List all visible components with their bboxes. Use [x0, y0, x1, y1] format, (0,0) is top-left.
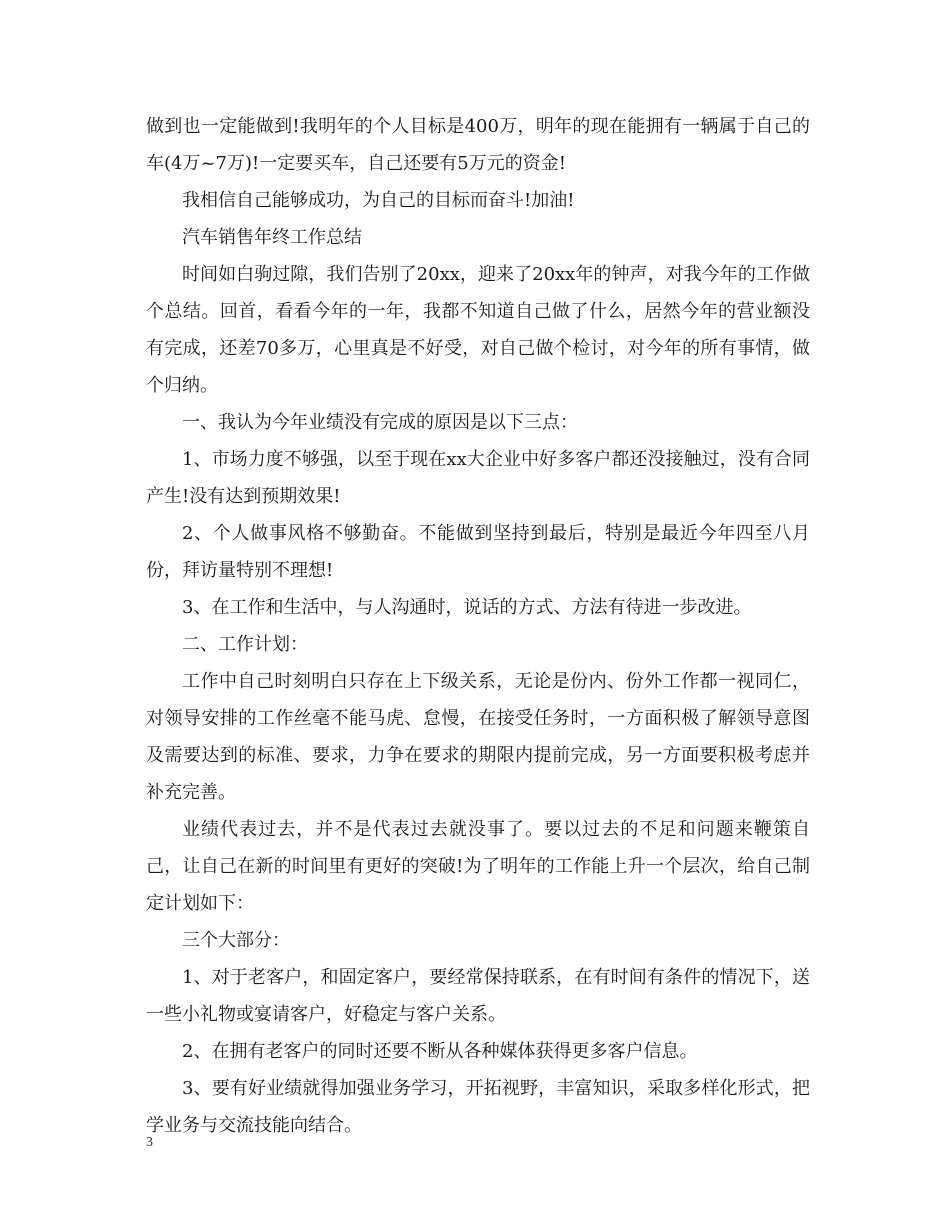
document-body: [146, 108, 810, 1144]
paragraph: 我相信自己能够成功，为自己的目标而奋斗!加油!: [182, 190, 575, 211]
heading-three-parts: 三个大部分：: [182, 930, 290, 951]
list-item: 1、市场力度不够强，以至于现在xx大企业中好多客户都还没接触过，没有合同产生!没有达到预期效果!: [146, 449, 810, 507]
list-item: 3、要有好业绩就得加强业务学习，开拓视野，丰富知识，采取多样化形式，把学业务与交流技能向结合。: [146, 1078, 810, 1136]
paragraph: 时间如白驹过隙，我们告别了20xx，迎来了20xx年的钟声，对我今年的工作做个总结。回首，看看今年的一年，我都不知道自己做了什么，居然今年的营业额没有完成，还差70多万，心里真是不好受，对自己做个检讨，对今年的所有事情，做个归纳。: [146, 264, 810, 396]
paragraph: 业绩代表过去，并不是代表过去就没事了。要以过去的不足和问题来鞭策自己，让自己在新的时间里有更好的突破!为了明年的工作能上升一个层次，给自己制定计划如下：: [146, 819, 810, 914]
section-title: 汽车销售年终工作总结: [182, 227, 362, 248]
heading-plan: 二、工作计划：: [182, 634, 308, 655]
list-item: 3、在工作和生活中，与人沟通时，说话的方式、方法有待进一步改进。: [182, 597, 752, 618]
paragraph: 工作中自己时刻明白只存在上下级关系，无论是份内、份外工作都一视同仁，对领导安排的工作丝毫不能马虎、怠慢，在接受任务时，一方面积极了解领导意图及需要达到的标准、要求，力争在要求的期限内提前完成，另一方面要积极考虑并补充完善。: [146, 671, 810, 803]
list-item: 2、个人做事风格不够勤奋。不能做到坚持到最后，特别是最近今年四至八月份，拜访量特别不理想!: [146, 523, 810, 581]
heading-reasons: 一、我认为今年业绩没有完成的原因是以下三点：: [182, 412, 578, 433]
page-number: 3: [146, 1135, 153, 1150]
list-item: 1、对于老客户，和固定客户，要经常保持联系，在有时间有条件的情况下，送一些小礼物或宴请客户，好稳定与客户关系。: [146, 967, 810, 1025]
paragraph: 做到也一定能做到!我明年的个人目标是400万，明年的现在能拥有一辆属于自己的车(4万~7万)!一定要买车，自己还要有5万元的资金!: [146, 116, 810, 174]
list-item: 2、在拥有老客户的同时还要不断从各种媒体获得更多客户信息。: [182, 1041, 698, 1062]
